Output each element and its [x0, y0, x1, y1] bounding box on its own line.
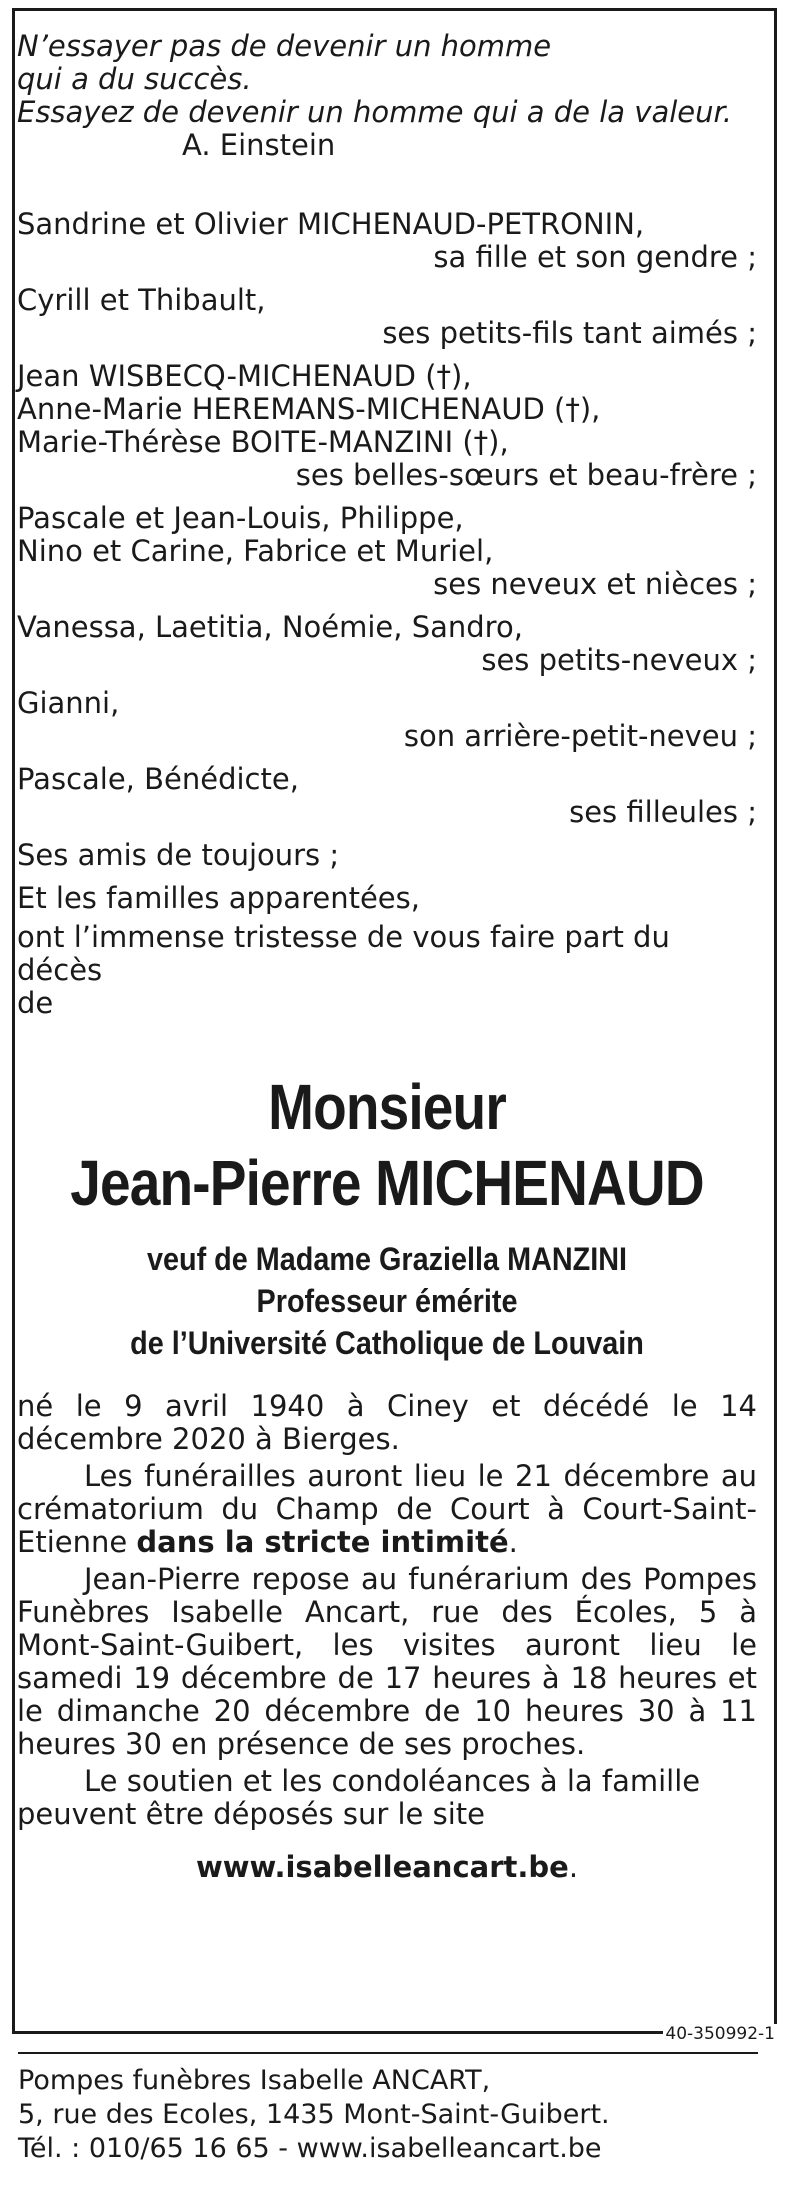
relative-group-nephews — [17, 502, 757, 601]
website-end: . — [568, 1850, 579, 1884]
quote-line: qui a du succès. — [17, 62, 252, 96]
funeral-home-footer — [18, 2052, 758, 2166]
relative-names: Cyrill et Thibault, — [17, 283, 266, 317]
funeral-text: Les funérailles auront lieu le 21 décembre au crématorium du Champ de Court à Court-Saint-Etienne — [17, 1459, 757, 1559]
epigraph-quote — [17, 30, 757, 129]
relative-group-in-laws — [17, 360, 757, 492]
relative-group-goddaughters — [17, 763, 757, 829]
repose-paragraph: Jean-Pierre repose au funérarium des Pompes Funèbres Isabelle Ancart, rue des Écoles, 5 à Mont-Saint-Guibert, les visites auront lieu le samedi 19 décembre de 17 heures à 18 heures et le dimanche 20 décembre de 10 heures 30 à 11 heures 30 en présence de ses proches. — [17, 1562, 757, 1761]
relatives-list — [17, 208, 757, 915]
deceased-role: Professeur émérite — [256, 1283, 518, 1319]
relative-names: Sandrine et Olivier MICHENAUD-PETRONIN, — [17, 207, 645, 241]
relative-group-great-grandnephew — [17, 687, 757, 753]
relative-group-daughter — [17, 208, 757, 274]
funeral-privacy: dans la stricte intimité — [136, 1525, 509, 1559]
deceased-institution: de l’Université Catholique de Louvain — [130, 1325, 644, 1361]
announcement-line: de — [17, 986, 54, 1020]
relative-names: Pascale, Bénédicte, — [17, 762, 299, 796]
reference-number: 40-350992-1 — [665, 2024, 775, 2044]
announcement — [17, 921, 757, 1020]
funeral-end: . — [508, 1525, 518, 1559]
friends-line: Ses amis de toujours ; — [17, 838, 340, 872]
relation-label: ses petits-fils tant aimés ; — [382, 316, 757, 350]
relative-names: Jean WISBECQ-MICHENAUD (†), — [17, 359, 472, 393]
relative-group-grandsons — [17, 284, 757, 350]
quote-author: A. Einstein — [182, 128, 336, 162]
relation-label: ses belles-sœurs et beau-frère ; — [295, 458, 757, 492]
quote-line: N’essayer pas de devenir un homme — [17, 29, 552, 63]
deceased-title-block — [17, 1070, 757, 1364]
relative-names: Vanessa, Laetitia, Noémie, Sandro, — [17, 610, 523, 644]
relative-names: Anne-Marie HEREMANS-MICHENAUD (†), — [17, 392, 601, 426]
spacer — [17, 162, 757, 208]
footer-line: Tél. : 010/65 16 65 - www.isabelleancart.be — [18, 2133, 602, 2164]
relative-names: Gianni, — [17, 686, 120, 720]
relation-label: son arrière-petit-neveu ; — [403, 719, 757, 753]
relation-label: ses filleules ; — [569, 795, 757, 829]
notice-body — [17, 1390, 757, 1831]
relation-label: sa fille et son gendre ; — [433, 240, 757, 274]
funeral-paragraph — [17, 1460, 757, 1559]
quote-line: Essayez de devenir un homme qui a de la valeur. — [17, 95, 732, 129]
relative-names: Pascale et Jean-Louis, Philippe, — [17, 501, 464, 535]
notice-content — [17, 30, 757, 1884]
deceased-name: Jean-Pierre MICHENAUD — [70, 1147, 704, 1219]
relative-names: Nino et Carine, Fabrice et Muriel, — [17, 534, 494, 568]
announcement-line: ont l’immense tristesse de vous faire part du décès — [17, 920, 670, 987]
relative-group-grandnephews — [17, 611, 757, 677]
birth-death-paragraph: né le 9 avril 1940 à Ciney et décédé le 14 décembre 2020 à Bierges. — [17, 1389, 757, 1456]
footer-line: 5, rue des Ecoles, 1435 Mont-Saint-Guibert. — [18, 2099, 610, 2130]
condolences-website — [17, 1851, 757, 1884]
relation-label: ses petits-neveux ; — [481, 643, 757, 677]
families-line: Et les familles apparentées, — [17, 881, 420, 915]
condolences-paragraph: Le soutien et les condoléances à la famille peuvent être déposés sur le site — [17, 1764, 701, 1831]
widower-of: veuf de Madame Graziella MANZINI — [146, 1241, 628, 1277]
relation-label: ses neveux et nièces ; — [433, 567, 757, 601]
relative-names: Marie-Thérèse BOITE-MANZINI (†), — [17, 425, 509, 459]
website-link[interactable]: www.isabelleancart.be — [195, 1850, 569, 1884]
deceased-honorific: Monsieur — [268, 1071, 506, 1143]
footer-line: Pompes funèbres Isabelle ANCART, — [18, 2065, 491, 2096]
